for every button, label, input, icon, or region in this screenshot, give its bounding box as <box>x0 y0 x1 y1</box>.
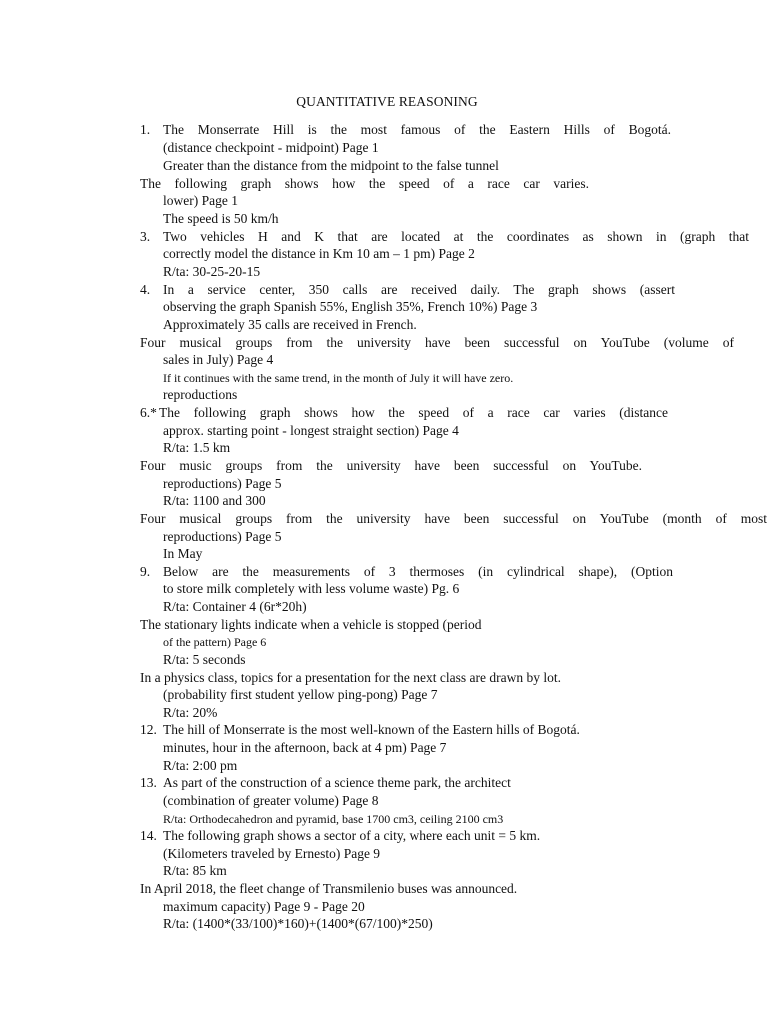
item-9-line-1: Below are the measurements of 3 thermoses (in cylindrical shape), (Option <box>163 564 673 579</box>
item-2-line-3: The speed is 50 km/h <box>163 211 279 226</box>
item-11-line-2: (probability first student yellow ping-pong) Page 7 <box>163 687 438 702</box>
item-9-line-3: R/ta: Container 4 (6r*20h) <box>163 599 307 614</box>
item-3-line-3: R/ta: 30-25-20-15 <box>163 264 261 279</box>
item-14-line-2: (Kilometers traveled by Ernesto) Page 9 <box>163 846 381 861</box>
item-14-line-1: The following graph shows a sector of a city, where each unit = 5 km. <box>163 828 541 843</box>
item-4-line-2: observing the graph Spanish 55%, English 35%, French 10%) Page 3 <box>163 299 538 314</box>
item-15-line-1: In April 2018, the fleet change of Transmilenio buses was announced. <box>140 881 518 896</box>
item-1-line-3: Greater than the distance from the midpoint to the false tunnel <box>163 158 499 173</box>
item-10-line-3: R/ta: 5 seconds <box>163 652 246 667</box>
item-5-line-3: If it continues with the same trend, in the month of July it will have zero. <box>163 371 514 385</box>
item-number: 9. <box>140 564 151 579</box>
item-number: 4. <box>140 282 151 297</box>
item-10-line-2: of the pattern) Page 6 <box>163 635 267 649</box>
item-7-line-1: Four music groups from the university have been successful on YouTube. <box>140 458 642 473</box>
item-6-line-2: approx. starting point - longest straight section) Page 4 <box>163 423 459 438</box>
item-12-line-3: R/ta: 2:00 pm <box>163 758 238 773</box>
item-13-line-2: (combination of greater volume) Page 8 <box>163 793 379 808</box>
item-9-line-2: to store milk completely with less volume waste) Pg. 6 <box>163 581 460 596</box>
item-number: 3. <box>140 229 151 244</box>
item-8-line-3: In May <box>163 546 203 561</box>
item-2-line-1: The following graph shows how the speed of a race car varies. <box>140 176 589 191</box>
item-13-line-1: As part of the construction of a science theme park, the architect <box>163 775 511 790</box>
item-5-line-1: Four musical groups from the university have been successful on YouTube (volume of <box>140 335 734 350</box>
item-14-line-3: R/ta: 85 km <box>163 863 227 878</box>
item-7-line-2: reproductions) Page 5 <box>163 476 282 491</box>
page-title: QUANTITATIVE REASONING <box>296 94 478 109</box>
item-number: 1. <box>140 122 151 137</box>
item-number: 12. <box>140 722 157 737</box>
item-12-line-1: The hill of Monserrate is the most well-known of the Eastern hills of Bogotá. <box>163 722 580 737</box>
item-4-line-3: Approximately 35 calls are received in French. <box>163 317 417 332</box>
item-5-line-2: sales in July) Page 4 <box>163 352 274 367</box>
item-13-line-3: R/ta: Orthodecahedron and pyramid, base 1700 cm3, ceiling 2100 cm3 <box>163 812 504 826</box>
item-6-line-3: R/ta: 1.5 km <box>163 440 231 455</box>
item-8-line-1: Four musical groups from the university have been successful on YouTube (month of most <box>140 511 767 526</box>
item-2-line-2: lower) Page 1 <box>163 193 238 208</box>
item-12-line-2: minutes, hour in the afternoon, back at 4 pm) Page 7 <box>163 740 447 755</box>
item-3-line-2: correctly model the distance in Km 10 am – 1 pm) Page 2 <box>163 246 475 261</box>
item-11-line-3: R/ta: 20% <box>163 705 218 720</box>
item-1-line-2: (distance checkpoint - midpoint) Page 1 <box>163 140 379 155</box>
item-number: 13. <box>140 775 157 790</box>
item-8-line-2: reproductions) Page 5 <box>163 529 282 544</box>
item-11-line-1: In a physics class, topics for a presentation for the next class are drawn by lot. <box>140 670 561 685</box>
item-1-line-1: The Monserrate Hill is the most famous of the Eastern Hills of Bogotá. <box>163 122 671 137</box>
item-7-line-3: R/ta: 1100 and 300 <box>163 493 266 508</box>
item-3-line-1: Two vehicles H and K that are located at the coordinates as shown in (graph that <box>163 229 749 244</box>
item-number: 6.* <box>140 405 157 420</box>
item-6-line-1: The following graph shows how the speed of a race car varies (distance <box>159 405 668 420</box>
item-10-line-1: The stationary lights indicate when a vehicle is stopped (period <box>140 617 482 632</box>
item-15-line-2: maximum capacity) Page 9 - Page 20 <box>163 899 365 914</box>
item-5-line-4: reproductions <box>163 387 238 402</box>
item-number: 14. <box>140 828 157 843</box>
item-4-line-1: In a service center, 350 calls are received daily. The graph shows (assert <box>163 282 675 297</box>
item-15-line-3: R/ta: (1400*(33/100)*160)+(1400*(67/100)*250) <box>163 916 433 931</box>
